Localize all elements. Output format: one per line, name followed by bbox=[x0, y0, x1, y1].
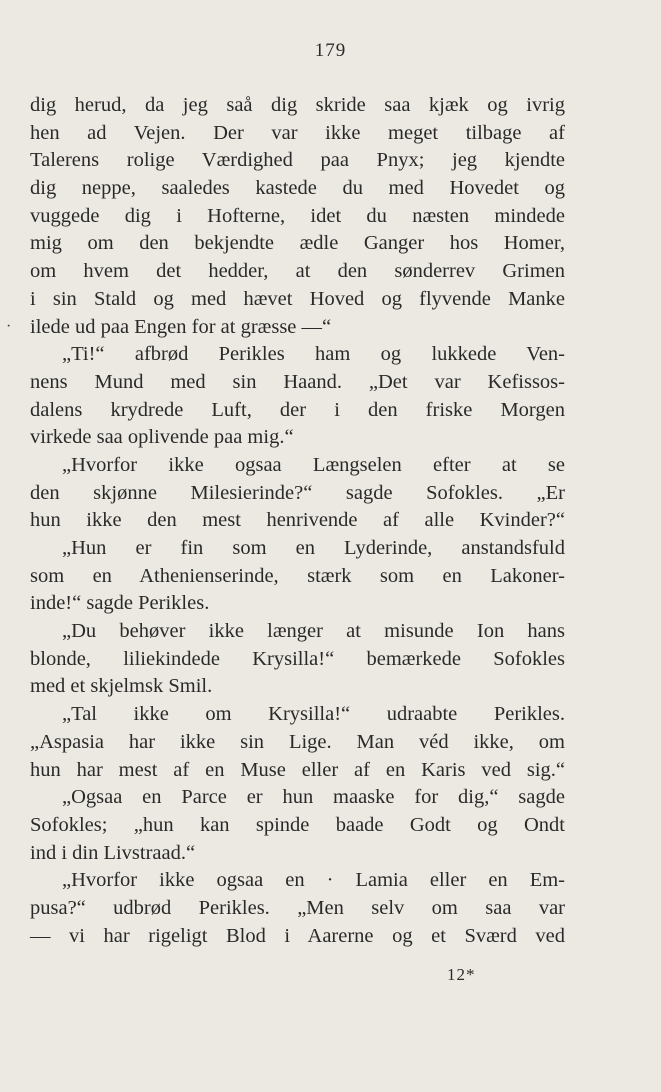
page-number: 179 bbox=[314, 40, 347, 61]
text-line: ilede ud paa Engen for at græsse —“ bbox=[30, 315, 332, 338]
text-line: dig herud, da jeg saå dig skride saa kjæk og ivrig bbox=[30, 94, 565, 116]
signature-mark: 12* bbox=[447, 965, 476, 984]
text-line: „Ogsaa en Parce er hun maaske for dig,“ sagde bbox=[62, 786, 565, 809]
text-line: om hvem det hedder, at den sønderrev Grimen bbox=[30, 260, 565, 283]
text-line: den skjønne Milesierinde?“ sagde Sofokles. „Er bbox=[30, 481, 565, 504]
text-line: „Tal ikke om Krysilla!“ udraabte Perikles. bbox=[62, 703, 565, 726]
text-line: virkede saa oplivende paa mig.“ bbox=[30, 426, 294, 449]
text-line: hun har mest af en Muse eller af en Karis ved sig.“ bbox=[30, 758, 565, 781]
margin-mark: · bbox=[6, 318, 12, 335]
text-line: med et skjelmsk Smil. bbox=[30, 675, 213, 698]
text-line: pusa?“ udbrød Perikles. „Men selv om saa var bbox=[30, 896, 565, 919]
text-line: „Aspasia har ikke sin Lige. Man véd ikke, om bbox=[30, 730, 565, 753]
text-line: „Du behøver ikke længer at misunde Ion hans bbox=[62, 620, 565, 643]
body-text bbox=[30, 92, 565, 950]
text-line: „Hun er fin som en Lyderinde, anstandsfuld bbox=[62, 537, 565, 559]
text-line: mig om den bekjendte ædle Ganger hos Homer, bbox=[30, 232, 565, 255]
text-line: dalens krydrede Luft, der i den friske Morgen bbox=[30, 398, 565, 421]
text-line: „Hvorfor ikke ogsaa Længselen efter at se bbox=[62, 453, 565, 476]
text-line: Talerens rolige Værdighed paa Pnyx; jeg kjendte bbox=[30, 149, 565, 172]
text-line: ind i din Livstraad.“ bbox=[30, 841, 196, 864]
text-line: „Hvorfor ikke ogsaa en · Lamia eller en Em- bbox=[62, 869, 565, 892]
text-line: blonde, liliekindede Krysilla!“ bemærkede Sofokles bbox=[30, 647, 565, 670]
text-line: som en Athenienserinde, stærk som en Lakoner- bbox=[30, 564, 565, 587]
text-line: vuggede dig i Hofterne, idet du næsten mindede bbox=[30, 204, 565, 227]
text-line: inde!“ sagde Perikles. bbox=[30, 592, 210, 615]
text-line: nens Mund med sin Haand. „Det var Kefissos- bbox=[30, 370, 565, 393]
text-line: „Ti!“ afbrød Perikles ham og lukkede Ven- bbox=[62, 343, 565, 366]
text-line: dig neppe, saaledes kastede du med Hovedet og bbox=[30, 177, 565, 200]
text-line: — vi har rigeligt Blod i Aarerne og et Sværd ved bbox=[30, 924, 565, 947]
text-line: hun ikke den mest henrivende af alle Kvinder?“ bbox=[30, 509, 565, 532]
text-line: hen ad Vejen. Der var ikke meget tilbage af bbox=[30, 121, 565, 144]
text-line: Sofokles; „hun kan spinde baade Godt og Ondt bbox=[30, 813, 565, 836]
text-line: i sin Stald og med hævet Hoved og flyvende Manke bbox=[30, 287, 565, 310]
